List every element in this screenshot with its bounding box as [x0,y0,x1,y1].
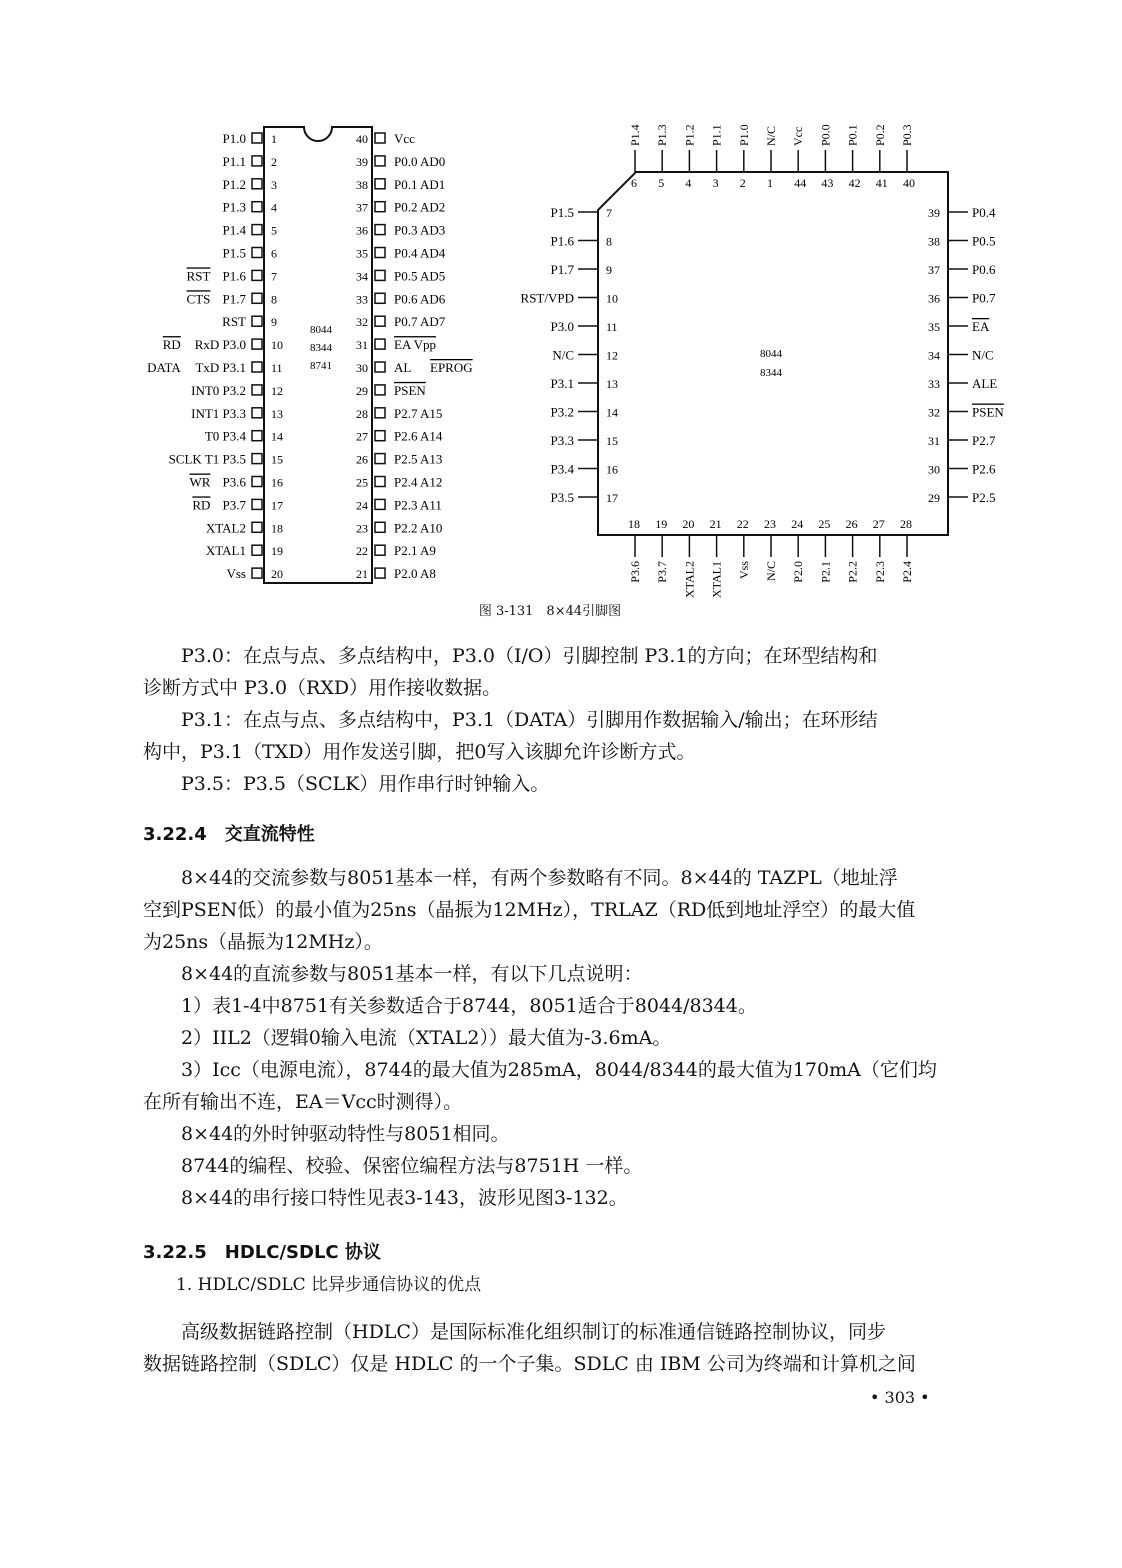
dip-pin-pad [252,362,262,372]
dip-pin-number: 32 [356,315,368,330]
dip-pin-number: 35 [356,246,368,261]
dip-pin-pad [375,156,385,166]
para-ac-line3: 为25ns（晶振为12MHz）。 [143,931,383,953]
dip-pin-number: 24 [356,498,368,513]
dip-pin-pad [252,522,262,532]
list-item-dc2: 2）IIL2（逻辑0输入电流（XTAL2））最大值为-3.6mA。 [181,1027,672,1049]
dip-pin-label: Vcc [394,131,415,146]
plcc-pin-label: N/C [764,125,778,146]
dip-pin-number: 9 [271,315,277,330]
dip-pin-label: P1.6 [222,268,246,284]
dip-pin-pad [252,202,262,212]
plcc-pin-label: P3.7 [655,561,670,583]
plcc-pin-number: 36 [928,291,940,306]
dip-pin-number: 5 [271,223,277,238]
plcc-pin-label: XTAL1 [709,561,724,599]
plcc-pin-label: P1.5 [550,205,574,220]
body-section-hdlc [143,1316,973,1380]
plcc-pin-label: P2.7 [972,433,996,448]
figure-caption: 图 3-131 8×44引脚图 [478,604,622,619]
plcc-pin-label: P3.6 [628,561,642,583]
plcc-pin-label: ALE [972,376,998,391]
plcc-pin-label: P2.5 [972,490,996,505]
plcc-pin-number: 1 [767,176,773,190]
dip-pin-label: P0.5 AD5 [394,268,446,284]
para-serial: 8×44的串行接口特性见表3-143，波形见图3-132。 [181,1187,628,1209]
plcc-pin-label: P2.0 [791,561,806,583]
dip-pin-label: Vss [226,566,246,582]
plcc-pin-number: 39 [928,206,940,220]
dip-pin-number: 19 [271,544,283,559]
plcc-pin-label: P2.3 [872,561,887,583]
dip-pin-pad [375,225,385,235]
plcc-pin-number: 33 [928,377,940,391]
plcc-pin-label: P0.4 [972,205,996,220]
dip-pin-number: 18 [271,521,283,536]
plcc-pin-number: 29 [928,491,940,505]
plcc-pin-number: 16 [606,462,618,477]
plcc-pin-label: P2.1 [818,561,833,583]
plcc-pin-number: 40 [903,176,915,190]
dip-pin-pad [252,339,262,349]
dip-pin-pad [375,270,385,280]
plcc-pin-label: P1.4 [628,124,642,146]
dip-pin-number: 14 [271,429,283,444]
dip-pin-number: 6 [271,246,277,261]
plcc-pin-number: 28 [900,517,912,531]
plcc-pin-number: 17 [606,491,618,505]
plcc-pin-label: PSEN [972,404,1004,420]
plcc-pin-label: RST/VPD [520,290,574,306]
dip-pin-number: 22 [356,544,368,559]
dip-pin-pad [375,248,385,258]
dip-pin-number: 10 [271,338,283,353]
dip-pin-number: 33 [356,292,368,307]
dip-pin-alt-label: WR [189,474,211,490]
plcc-pin-label: P0.0 [818,124,833,146]
plcc-pin-number: 32 [928,405,940,420]
dip-pin-number: 8 [271,292,277,307]
dip-pin-alt-label: CTS [186,291,211,307]
dip-pin-pad [375,179,385,189]
body-section-ac-dc [143,862,973,1214]
dip-pin-label: RST [222,314,246,330]
dip-pin-pad [252,431,262,441]
dip-pin-label: INT1 P3.3 [191,405,246,421]
plcc-pin-number: 24 [791,517,804,531]
plcc-pin-number: 13 [606,377,618,391]
plcc-pin-number: 25 [818,517,831,531]
dip-pin-alt-label: RD [192,497,211,513]
para-dc-intro: 8×44的直流参数与8051基本一样，有以下几点说明： [181,963,643,985]
dip-pin-pad [375,202,385,212]
list-item-dc3-line1: 3）Icc（电源电流），8744的最大值为285mA，8044/8344的最大值为170mA（它们均 [181,1059,937,1081]
dip-pin-pad [375,545,385,555]
plcc-pin-label: P3.5 [550,490,574,505]
para-p35: P3.5：P3.5（SCLK）用作串行时钟输入。 [181,773,550,795]
dip-pin-pad [375,499,385,509]
para-programming: 8744的编程、校验、保密位编程方法与8751H 一样。 [181,1155,643,1177]
dip-pin-pad [252,477,262,487]
plcc-pin-number: 38 [928,234,940,249]
dip-pin-label: T0 P3.4 [204,428,246,444]
dip-pin-number: 31 [356,338,368,353]
para-hdlc-line2: 数据链路控制（SDLC）仅是 HDLC 的一个子集。SDLC 由 IBM 公司为终端和计算机之间 [143,1353,916,1375]
page-number: • 303 • [870,1388,930,1407]
dip-pin-number: 40 [356,132,368,146]
dip-pin-number: 12 [271,383,283,398]
dip-pin-pad [375,316,385,326]
plcc-pin-label: P0.7 [972,290,996,306]
plcc-pin-number: 27 [872,517,885,531]
dip-pin-pad [252,454,262,464]
dip-pin-pad [375,454,385,464]
dip-pin-number: 34 [356,269,368,284]
plcc-pin-number: 37 [928,263,940,277]
plcc-pin-label: P1.7 [550,262,574,277]
dip-pin-label: P2.6 A14 [394,428,443,444]
dip-pin-label: P2.7 A15 [394,405,443,421]
plcc-pin-label: P1.3 [655,124,670,146]
dip-pin-label: P0.7 AD7 [394,314,446,330]
dip-pin-label: P1.7 [222,291,246,307]
heading-3-22-5: 3.22.5 HDLC/SDLC 协议 [143,1242,381,1263]
plcc-pin-label: P3.4 [550,461,574,477]
dip-pin-alt-label: RD [162,337,181,353]
plcc-pin-number: 19 [655,517,668,531]
dip-chip-label: 8344 [310,342,332,354]
plcc-pin-number: 42 [848,176,861,190]
dip-pin-number: 25 [356,475,368,490]
dip-pin-label: P1.2 [222,176,246,192]
dip-pin-label: AL [394,360,412,375]
plcc-pin-number: 2 [739,176,746,190]
para-p30-line1: P3.0：在点与点、多点结构中，P3.0（I/O）引脚控制 P3.1的方向；在环型结构和 [181,645,878,667]
dip-pin-alt-label: EPROG [430,360,473,375]
plcc-chip-label: 8044 [760,348,782,360]
dip-pin-label: P0.3 AD3 [394,222,446,238]
para-hdlc-line1: 高级数据链路控制（HDLC）是国际标准化组织制订的标准通信链路控制协议，同步 [181,1321,886,1343]
dip-pin-number: 13 [271,406,283,421]
dip-pin-pad [252,133,262,143]
plcc-pin-number: 21 [709,517,722,531]
dip-pin-number: 20 [271,567,283,582]
dip-pin-number: 15 [271,452,283,467]
plcc-pin-label: Vss [736,561,751,580]
dip-pin-number: 29 [356,383,368,398]
dip-pin-pad [252,316,262,326]
plcc-pin-label: P2.4 [900,561,914,583]
plcc-pin-number: 4 [685,176,692,190]
dip-pin-number: 1 [271,132,277,146]
dip-pin-label: SCLK T1 P3.5 [168,451,246,467]
plcc-pin-label: P3.3 [550,433,574,448]
plcc-pin-number: 26 [845,517,858,531]
dip-pin-pad [252,179,262,189]
dip-pin-alt-label: RST [186,268,211,284]
para-ac-line1: 8×44的交流参数与8051基本一样，有两个参数略有不同。8×44的 TAZPL（地址浮 [181,867,898,889]
dip-pin-pad [252,408,262,418]
plcc-pin-number: 35 [928,320,940,334]
dip-pin-number: 16 [271,475,283,490]
dip-pin-number: 2 [271,154,277,169]
dip-chip-label: 8044 [310,324,332,336]
plcc-pin-label: P3.2 [550,404,574,420]
dip-pin-pad [375,431,385,441]
plcc-pin-label: P1.1 [709,124,724,146]
plcc-pin-number: 22 [736,517,749,531]
dip-chip-label: 8741 [310,360,332,372]
dip-pin-number: 37 [356,200,368,215]
dip-pin-label: TxD P3.1 [195,360,246,375]
dip-pin-number: 7 [271,269,277,284]
dip-pin-label: P3.6 [222,474,246,490]
dip-pin-label: P1.5 [222,245,246,261]
dip-pin-label: PSEN [394,382,426,398]
dip-pin-label: P1.3 [222,199,246,215]
plcc-pin-label: P1.6 [550,233,574,249]
dip-pin-pad [252,293,262,303]
dip-pin-pad [375,477,385,487]
plcc-pin-label: N/C [764,561,778,582]
plcc-pin-label: P2.6 [972,461,996,477]
dip-pin-pad [252,248,262,258]
plcc-pin-label: P3.0 [550,319,574,334]
plcc-pin-label: P1.2 [682,124,697,146]
dip-pin-pad [252,545,262,555]
dip-pin-pad [375,522,385,532]
dip-pin-label: P0.1 AD1 [394,176,446,192]
dip-pin-label: P2.0 A8 [394,566,436,582]
plcc-pin-number: 31 [928,434,940,448]
dip-pin-alt-label: DATA [147,360,181,375]
dip-pin-number: 11 [271,361,283,375]
plcc-pin-label: P1.0 [736,124,751,146]
dip-pin-number: 30 [356,361,368,375]
dip-pin-pad [252,385,262,395]
list-item-dc1: 1）表1-4中8751有关参数适合于8744，8051适合于8044/8344。 [181,995,757,1017]
para-clock: 8×44的外时钟驱动特性与8051相同。 [181,1123,510,1145]
plcc-pin-number: 12 [606,348,618,363]
dip-pin-label: XTAL1 [205,543,246,559]
dip-pin-number: 38 [356,177,368,192]
plcc-pin-label: N/C [972,347,994,363]
dip-pin-pad [252,499,262,509]
dip-pin-label: EA Vpp [394,337,437,353]
dip-pin-pad [252,270,262,280]
dip-pin-label: P3.7 [222,497,246,513]
dip-pin-number: 21 [356,567,368,582]
body-section-p3 [143,640,973,800]
dip-pin-number: 4 [271,200,277,215]
plcc-package-diagram [521,124,1005,598]
dip-pin-pad [375,408,385,418]
dip-pin-number: 39 [356,154,368,169]
dip-pin-label: P1.1 [222,153,246,169]
dip-pin-label: P0.0 AD0 [394,153,446,169]
dip-pin-pad [375,133,385,143]
heading-3-22-4: 3.22.4 交直流特性 [143,824,315,845]
plcc-pin-number: 41 [875,176,888,190]
dip-pin-label: INT0 P3.2 [191,382,246,398]
dip-pin-pad [252,568,262,578]
dip-pin-number: 17 [271,498,283,513]
plcc-pin-label: XTAL2 [682,561,697,599]
plcc-pin-number: 9 [606,263,612,277]
dip-pin-label: P2.2 A10 [394,520,443,536]
plcc-pin-number: 11 [606,320,618,334]
dip-pin-number: 23 [356,521,368,536]
subheading-hdlc-advantages: 1. HDLC/SDLC 比异步通信协议的优点 [176,1275,482,1295]
plcc-pin-number: 18 [628,517,640,531]
dip-pin-label: P2.3 A11 [394,497,442,513]
dip-pin-pad [375,293,385,303]
plcc-pin-number: 44 [794,176,807,190]
dip-pin-label: P2.4 A12 [394,474,443,490]
dip-pin-label: RxD P3.0 [194,337,246,353]
dip-pin-number: 27 [356,429,368,444]
dip-pin-number: 3 [271,177,277,192]
dip-pin-pad [375,568,385,578]
plcc-pin-number: 8 [606,234,612,249]
plcc-chip-label: 8344 [760,367,782,379]
list-item-dc3-line2: 在所有输出不连，EA＝Vcc时测得）。 [143,1091,463,1113]
plcc-pin-label: P0.3 [900,124,914,146]
plcc-pin-number: 23 [764,517,776,531]
dip-pin-pad [252,156,262,166]
dip-body-outline [264,127,372,583]
plcc-pin-label: N/C [552,347,574,363]
plcc-pin-number: 30 [928,462,940,477]
plcc-pin-label: P0.6 [972,262,996,277]
para-p30-line2: 诊断方式中 P3.0（RXD）用作接收数据。 [143,677,502,699]
plcc-pin-number: 43 [821,176,834,190]
dip-pin-label: P2.1 A9 [394,543,436,559]
dip-pin-number: 36 [356,223,368,238]
plcc-pin-number: 20 [682,517,695,531]
dip-pin-pad [375,362,385,372]
plcc-pin-label: Vcc [791,126,806,146]
dip-pin-number: 28 [356,406,368,421]
para-p31-line2: 构中，P3.1（TXD）用作发送引脚，把0写入该脚允许诊断方式。 [143,741,696,763]
plcc-pin-label: P0.5 [972,233,996,249]
dip-pin-pad [252,225,262,235]
plcc-pin-number: 15 [606,434,618,448]
dip-pin-pad [375,385,385,395]
plcc-pin-number: 7 [606,206,612,220]
dip-package-diagram [147,127,472,583]
dip-pin-number: 26 [356,452,368,467]
para-p31-line1: P3.1：在点与点、多点结构中，P3.1（DATA）引脚用作数据输入/输出；在环形结 [181,709,878,731]
dip-pin-pad [375,339,385,349]
plcc-pin-label: P2.2 [845,561,860,583]
plcc-pin-number: 14 [606,405,618,420]
plcc-pin-number: 6 [631,176,637,190]
dip-pin-label: P1.4 [222,222,246,238]
pin-diagram-figure [0,0,1122,630]
dip-pin-label: P0.2 AD2 [394,199,446,215]
dip-pin-label: P0.6 AD6 [394,291,446,307]
plcc-pin-label: EA [972,319,990,334]
plcc-pin-number: 3 [712,176,719,190]
dip-pin-label: P0.4 AD4 [394,245,446,261]
plcc-pin-label: P0.1 [845,124,860,146]
plcc-pin-number: 34 [928,348,940,363]
dip-pin-label: P2.5 A13 [394,451,443,467]
plcc-pin-number: 10 [606,291,618,306]
plcc-pin-label: P0.2 [872,124,887,146]
dip-pin-label: P1.0 [222,131,246,146]
dip-pin-label: XTAL2 [205,520,246,536]
plcc-pin-label: P3.1 [550,376,574,391]
para-ac-line2: 空到PSEN低）的最小值为25ns（晶振为12MHz），TRLAZ（RD低到地址浮空）的最大值 [143,899,916,921]
plcc-pin-number: 5 [658,176,665,190]
